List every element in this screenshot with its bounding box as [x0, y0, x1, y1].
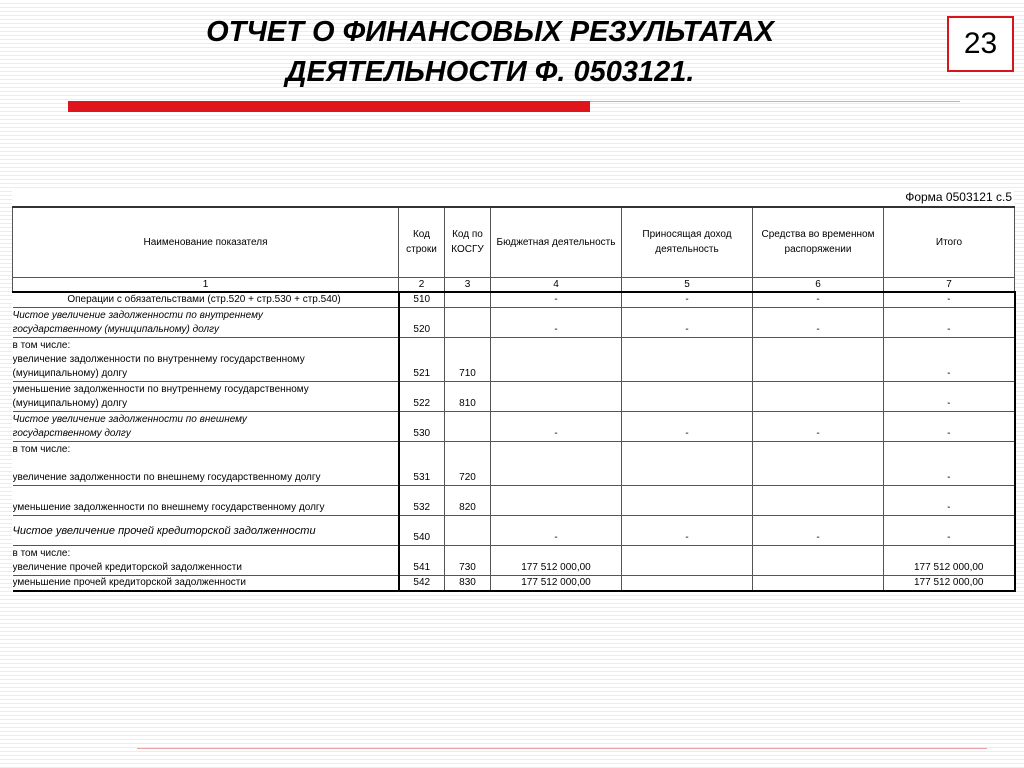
row-temporary: -	[753, 308, 884, 338]
column-number: 3	[445, 277, 491, 292]
row-total: -	[884, 308, 1015, 338]
row-budget: -	[491, 516, 622, 546]
row-temporary	[753, 576, 884, 592]
row-temporary: -	[753, 516, 884, 546]
row-temporary	[753, 442, 884, 486]
table-row	[13, 338, 1015, 382]
row-budget	[491, 442, 622, 486]
row-total: -	[884, 292, 1015, 308]
header-income: Приносящая доход деятельность	[622, 207, 753, 277]
table-row	[13, 382, 1015, 412]
row-kosgu: 830	[445, 576, 491, 592]
row-name: Операции с обязательствами (стр.520 + стр.530 + стр.540)	[13, 292, 399, 308]
page-number: 23	[947, 16, 1014, 72]
row-budget: -	[491, 412, 622, 442]
row-temporary	[753, 486, 884, 516]
slide-title-line-2: ДЕЯТЕЛЬНОСТИ Ф. 0503121.	[285, 56, 695, 88]
header-temporary: Средства во временном распоряжении	[753, 207, 884, 277]
header-name: Наименование показателя	[13, 207, 399, 277]
header-line-code: Код строки	[399, 207, 445, 277]
row-kosgu: 810	[445, 382, 491, 412]
footer-divider	[137, 748, 987, 749]
row-temporary	[753, 546, 884, 576]
row-name: уменьшение прочей кредиторской задолженности	[13, 576, 399, 592]
column-number: 7	[884, 277, 1015, 292]
row-name: уменьшение задолженности по внутреннему государственному (муниципальному) долгу	[13, 382, 399, 412]
row-line-code: 531	[399, 442, 445, 486]
row-kosgu	[445, 412, 491, 442]
row-income: -	[622, 308, 753, 338]
accent-divider	[590, 101, 960, 102]
row-income	[622, 338, 753, 382]
column-number: 1	[13, 277, 399, 292]
report-form	[12, 188, 1014, 593]
table-row	[13, 292, 1015, 308]
row-kosgu	[445, 308, 491, 338]
row-income	[622, 442, 753, 486]
row-line-code: 521	[399, 338, 445, 382]
row-income: -	[622, 516, 753, 546]
table-row	[13, 576, 1015, 592]
row-total: -	[884, 442, 1015, 486]
table-row	[13, 546, 1015, 576]
row-name: Чистое увеличение прочей кредиторской задолженности	[13, 516, 399, 546]
row-name: в том числе: увеличение задолженности по внешнему государственному долгу	[13, 442, 399, 486]
row-line-code: 510	[399, 292, 445, 308]
row-kosgu: 820	[445, 486, 491, 516]
row-total: -	[884, 338, 1015, 382]
table-row	[13, 308, 1015, 338]
row-line-code: 522	[399, 382, 445, 412]
table-row	[13, 516, 1015, 546]
row-kosgu: 730	[445, 546, 491, 576]
row-name: Чистое увеличение задолженности по внутреннему государственному (муниципальному) долгу	[13, 308, 399, 338]
row-temporary: -	[753, 412, 884, 442]
row-budget: 177 512 000,00	[491, 546, 622, 576]
row-budget	[491, 382, 622, 412]
row-kosgu: 720	[445, 442, 491, 486]
row-income	[622, 486, 753, 516]
row-kosgu	[445, 292, 491, 308]
table-row	[13, 412, 1015, 442]
row-total: -	[884, 486, 1015, 516]
column-number: 6	[753, 277, 884, 292]
header-total: Итого	[884, 207, 1015, 277]
row-income	[622, 576, 753, 592]
financial-results-table	[12, 206, 1016, 592]
row-budget: -	[491, 292, 622, 308]
row-line-code: 541	[399, 546, 445, 576]
row-line-code: 520	[399, 308, 445, 338]
row-income: -	[622, 292, 753, 308]
column-number: 2	[399, 277, 445, 292]
row-budget: -	[491, 308, 622, 338]
column-number: 4	[491, 277, 622, 292]
column-number-row	[13, 277, 1015, 292]
row-budget	[491, 338, 622, 382]
row-kosgu	[445, 516, 491, 546]
row-line-code: 530	[399, 412, 445, 442]
row-line-code: 542	[399, 576, 445, 592]
row-income	[622, 382, 753, 412]
row-temporary	[753, 338, 884, 382]
row-budget: 177 512 000,00	[491, 576, 622, 592]
row-total: -	[884, 382, 1015, 412]
table-header-row	[13, 207, 1015, 277]
row-income	[622, 546, 753, 576]
table-row	[13, 442, 1015, 486]
slide-title-line-1: ОТЧЕТ О ФИНАНСОВЫХ РЕЗУЛЬТАТАХ	[206, 16, 774, 48]
row-kosgu: 710	[445, 338, 491, 382]
form-code-label: Форма 0503121 с.5	[905, 190, 1012, 204]
row-temporary: -	[753, 292, 884, 308]
table-row	[13, 486, 1015, 516]
row-income: -	[622, 412, 753, 442]
column-number: 5	[622, 277, 753, 292]
row-name: в том числе: увеличение прочей кредиторской задолженности	[13, 546, 399, 576]
row-total: -	[884, 412, 1015, 442]
row-total: 177 512 000,00	[884, 546, 1015, 576]
row-name: уменьшение задолженности по внешнему государственному долгу	[13, 486, 399, 516]
accent-bar	[68, 101, 590, 112]
header-kosgu: Код по КОСГУ	[445, 207, 491, 277]
row-line-code: 532	[399, 486, 445, 516]
row-name: Чистое увеличение задолженности по внешнему государственному долгу	[13, 412, 399, 442]
header-budget: Бюджетная деятельность	[491, 207, 622, 277]
row-temporary	[753, 382, 884, 412]
row-line-code: 540	[399, 516, 445, 546]
row-total: 177 512 000,00	[884, 576, 1015, 592]
slide-title	[110, 12, 870, 92]
row-budget	[491, 486, 622, 516]
row-name: в том числе: увеличение задолженности по внутреннему государственному (муниципальному) долгу	[13, 338, 399, 382]
row-total: -	[884, 516, 1015, 546]
